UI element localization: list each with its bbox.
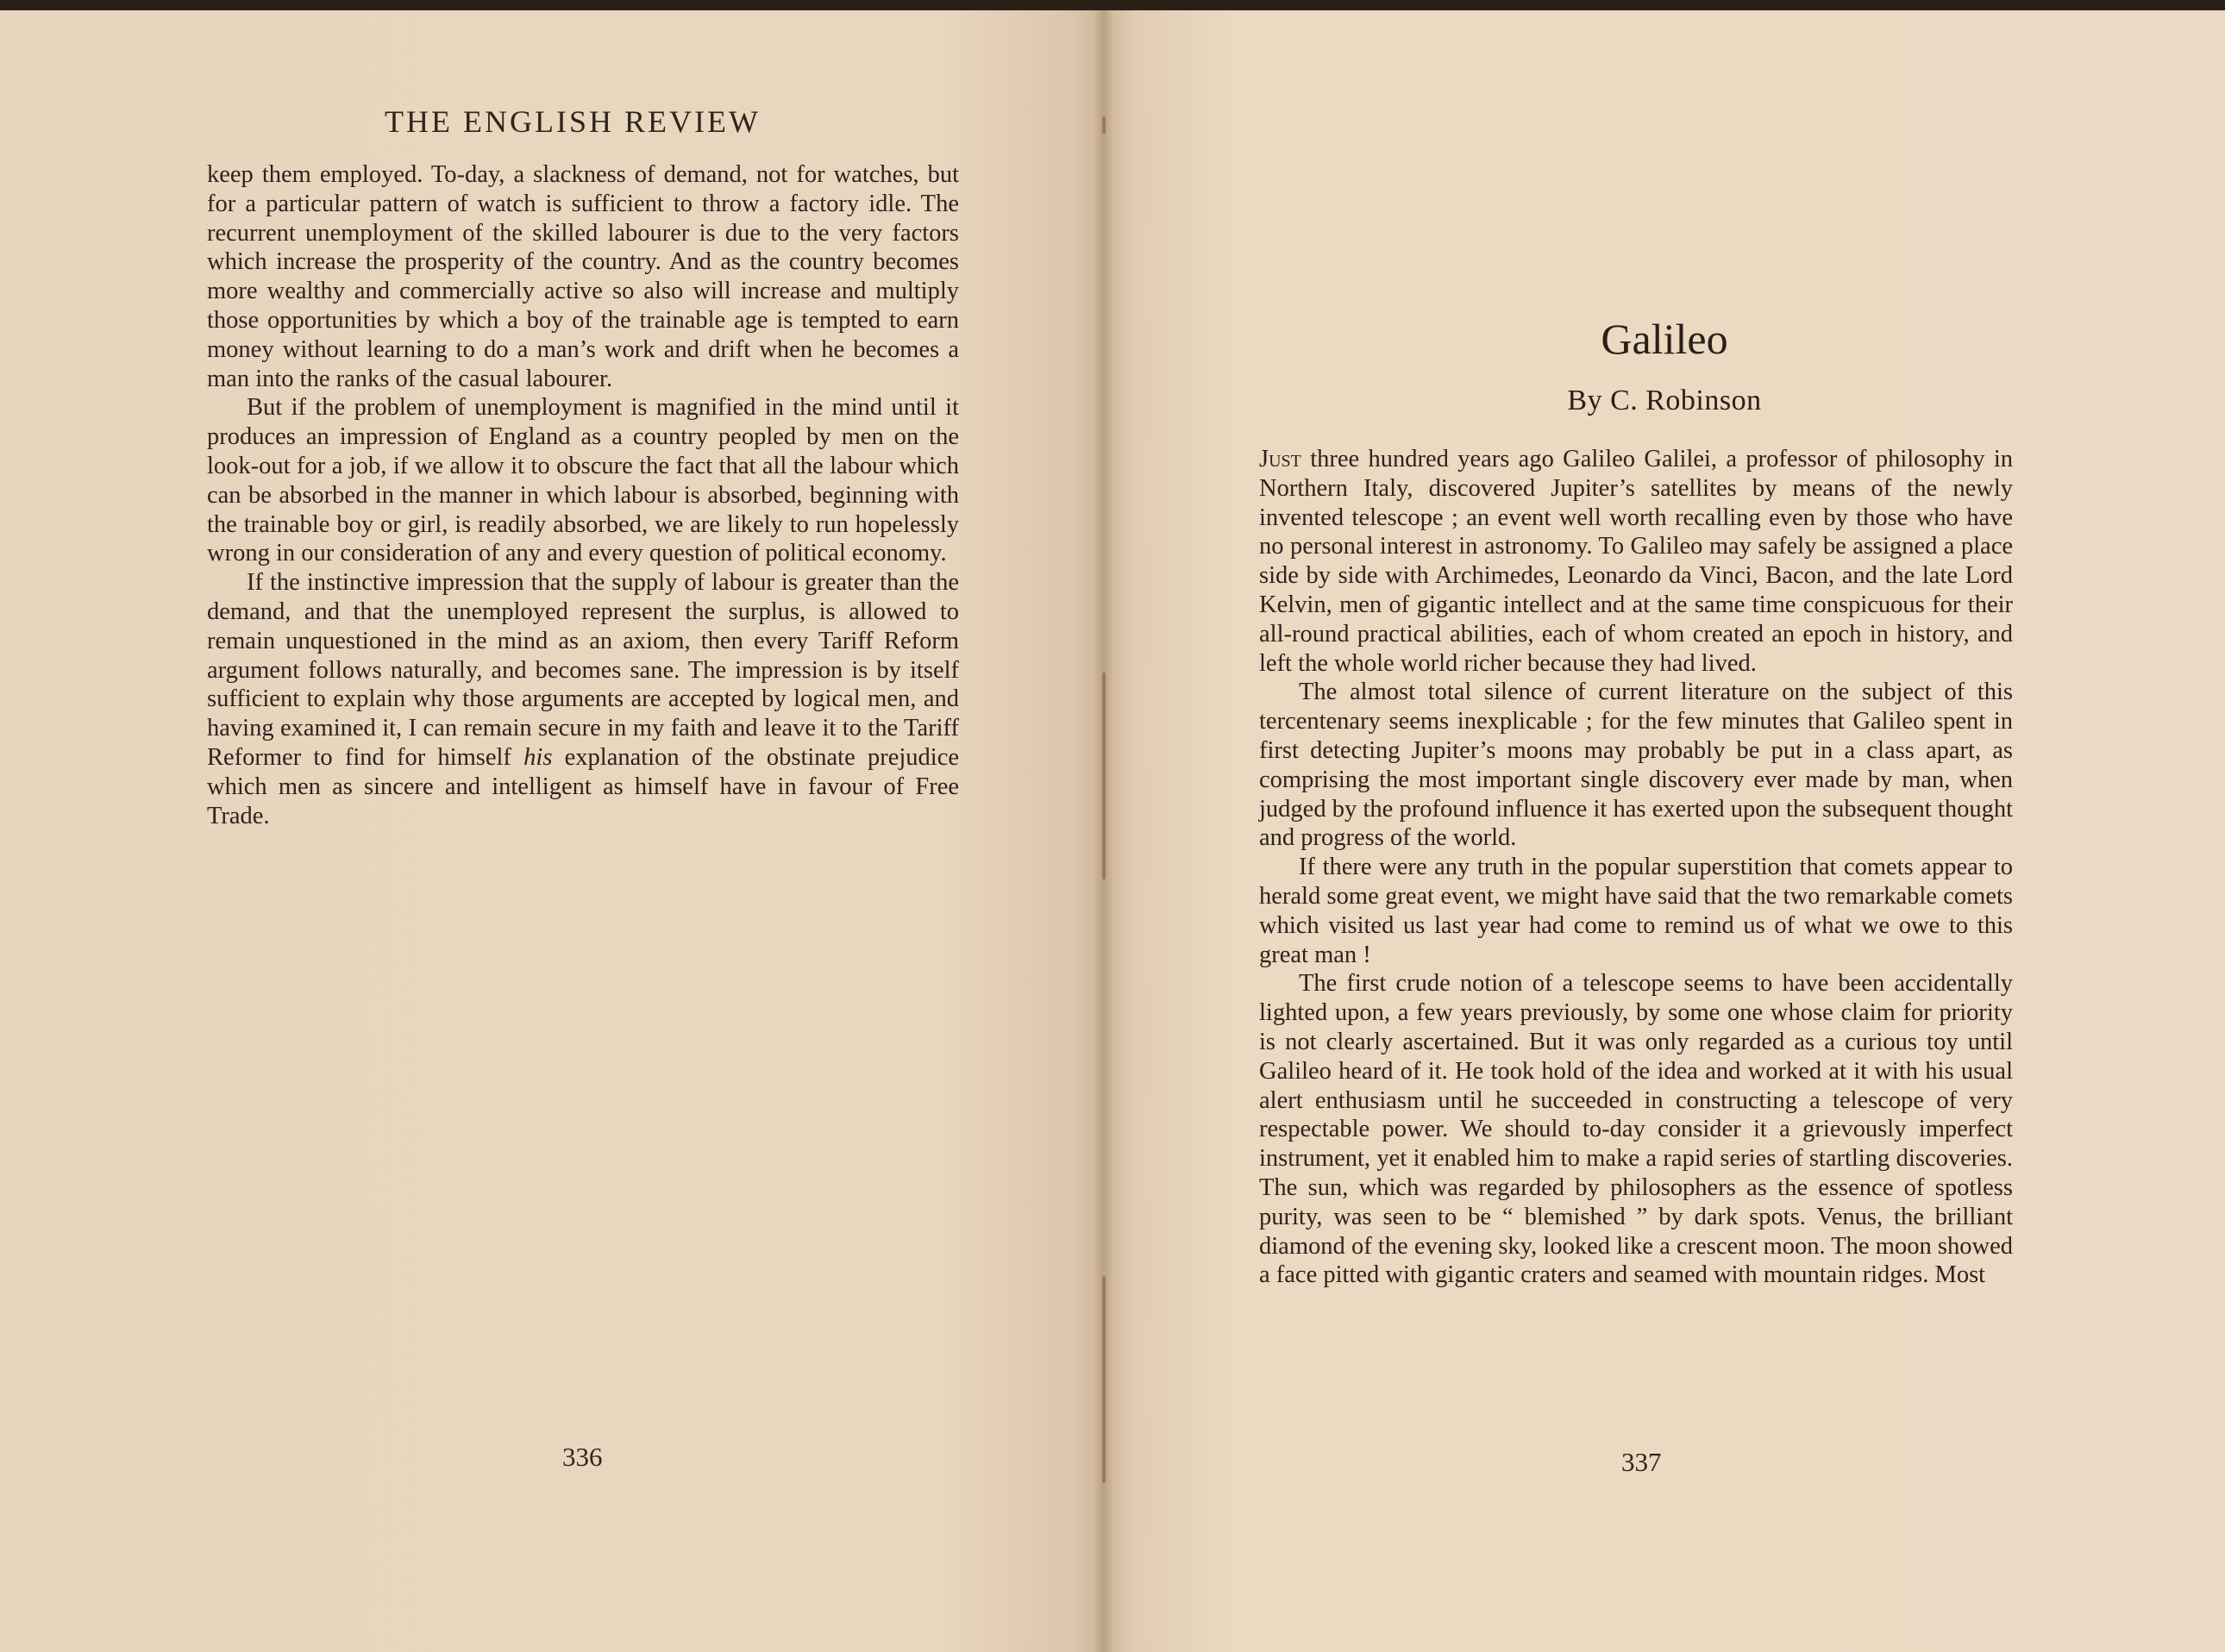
right-text-column bbox=[1259, 445, 2013, 1290]
article-title: Galileo bbox=[1601, 315, 1728, 363]
italic-word: his bbox=[523, 743, 553, 771]
right-paragraph-4: The first crude notion of a telescope seems to have been accidentally lighted upon, a few years previously, by some one whose claim for priority is not clearly ascertained. But it was only regarded as a curious toy until Galileo heard of it. He took hold of the idea and worked at it with his usual alert enthusiasm until he succeeded in constructing a telescope of very respectable power. We should to-day consider it a grievously imperfect instrument, yet it enabled him to make a rapid series of startling discoveries. The sun, which was regarded by philosophers as the essence of spotless purity, was seen to be “ blemished ” by dark spots. Venus, the brilliant diamond of the evening sky, looked like a crescent moon. The moon showed a face pitted with gigantic craters and seamed with mountain ridges. Most bbox=[1259, 970, 2013, 1289]
running-head: THE ENGLISH REVIEW bbox=[385, 104, 761, 139]
page-number-left: 336 bbox=[562, 1442, 603, 1472]
left-text-column bbox=[207, 160, 959, 830]
dropcap-word: Just bbox=[1259, 446, 1301, 472]
right-paragraph-1-rest: three hundred years ago Galileo Galilei, a professor of philosophy in Northern Italy, discovered Jupiter’s satellites by means of the newly invented telescope ; an event well worth recalling even by those who have no personal interest in astronomy. To Galileo may safely be assigned a place side by side with Archimedes, Leonardo da Vinci, Bacon, and the late Lord Kelvin, men of gigantic intellect and at the same time conspicuous for their all-round practical abilities, each of whom created an epoch in history, and left the whole world richer because they had lived. bbox=[1259, 446, 2013, 677]
binding-stitch bbox=[1102, 673, 1106, 879]
binding-stitch bbox=[1102, 116, 1106, 134]
right-paragraph-1 bbox=[1259, 445, 2013, 678]
left-paragraph-3-end: explanation of the obstinate prejudice which men as sincere and intelligent as himself have in favour of Free Trade. bbox=[207, 743, 960, 829]
left-paragraph-3-start: If the instinctive impression that the supply of labour is greater than the demand, and that the unemployed represent the surplus, is allowed to remain unquestioned in the mind as an axiom, then every Tariff Reform argument follows naturally, and becomes sane. The impression is by itself sufficient to explain why those arguments are accepted by logical men, and having examined it, I can remain secure in my faith and leave it to the Tariff Reformer to find for himself bbox=[207, 569, 959, 771]
right-page bbox=[1104, 10, 2225, 1652]
left-paragraph-3 bbox=[207, 568, 959, 830]
left-paragraph-1: keep them employed. To-day, a slackness of demand, not for watches, but for a particular pattern of watch is sufficient to throw a factory idle. The recurrent unemployment of the skilled labourer is due to the very factors which increase the prosperity of the country. And as the country becomes more wealthy and commercially active so also will increase and multiply those opportunities by which a boy of the trainable age is tempted to earn money without learning to do a man’s work and drift when he becomes a man into the ranks of the casual labourer. bbox=[207, 161, 959, 392]
left-page bbox=[0, 10, 1104, 1652]
right-paragraph-2: The almost total silence of current literature on the subject of this tercentenary seems inexplicable ; for the few minutes that Galileo spent in first detecting Jupiter’s moons may probably be put in a class apart, as comprising the most important single discovery ever made by man, when judged by the profound influence it has exerted upon the subsequent thought and progress of the world. bbox=[1259, 679, 2013, 852]
left-paragraph-2: But if the problem of unemployment is magnified in the mind until it produces an impression of England as a country peopled by men on the look-out for a job, if we allow it to obscure the fact that all the labour which can be absorbed in the manner in which labour is absorbed, beginning with the trainable boy or girl, is readily absorbed, we are likely to run hopelessly wrong in our consideration of any and every question of political economy. bbox=[207, 394, 959, 567]
binding-stitch bbox=[1102, 1276, 1106, 1483]
article-byline: By C. Robinson bbox=[1567, 385, 1762, 416]
top-edge bbox=[0, 0, 2225, 10]
page-number-right: 337 bbox=[1621, 1447, 1662, 1477]
right-paragraph-3: If there were any truth in the popular superstition that comets appear to herald some great event, we might have said that the two remarkable comets which visited us last year had come to remind us of what we owe to this great man ! bbox=[1259, 854, 2013, 968]
